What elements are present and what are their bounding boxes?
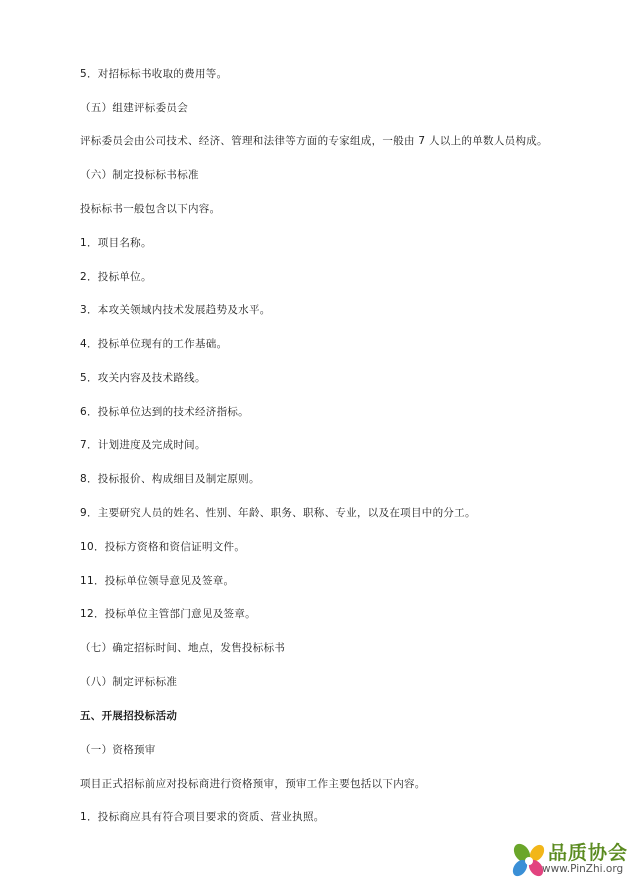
text-line: 6．投标单位达到的技术经济指标。 — [80, 406, 249, 418]
watermark-url: www.PinZhi.org — [542, 863, 624, 875]
text-line: 10．投标方资格和资信证明文件。 — [80, 541, 246, 553]
text-line: （六）制定投标标书标准 — [80, 169, 199, 181]
text-line: （八）制定评标标准 — [80, 676, 178, 688]
text-line: 4．投标单位现有的工作基础。 — [80, 338, 228, 350]
text-line: （五）组建评标委员会 — [80, 102, 188, 114]
text-line: 评标委员会由公司技术、经济、管理和法律等方面的专家组成，一般由 7 人以上的单数人员构成。 — [80, 135, 548, 147]
text-line: 项目正式招标前应对投标商进行资格预审，预审工作主要包括以下内容。 — [80, 778, 426, 790]
text-line: 投标标书一般包含以下内容。 — [80, 203, 221, 215]
text-line: 1．项目名称。 — [80, 237, 152, 249]
text-line: 3．本攻关领域内技术发展趋势及水平。 — [80, 304, 271, 316]
text-line: （七）确定招标时间、地点，发售投标标书 — [80, 642, 286, 654]
section-heading: 五、开展招投标活动 — [80, 710, 178, 722]
watermark-name: 品质协会 — [548, 842, 629, 864]
text-line: 5．攻关内容及技术路线。 — [80, 372, 206, 384]
text-line: 9．主要研究人员的姓名、性别、年龄、职务、职称、专业，以及在项目中的分工。 — [80, 507, 476, 519]
text-line: （一）资格预审 — [80, 744, 156, 756]
watermark-logo — [508, 836, 632, 880]
text-line: 12．投标单位主管部门意见及签章。 — [80, 608, 256, 620]
text-line: 5．对招标标书收取的费用等。 — [80, 68, 228, 80]
text-line: 1．投标商应具有符合项目要求的资质、营业执照。 — [80, 811, 325, 823]
text-line: 11．投标单位领导意见及签章。 — [80, 575, 235, 587]
text-line: 2．投标单位。 — [80, 271, 152, 283]
text-line: 7．计划进度及完成时间。 — [80, 439, 206, 451]
text-line: 8．投标报价、构成细目及制定原则。 — [80, 473, 260, 485]
